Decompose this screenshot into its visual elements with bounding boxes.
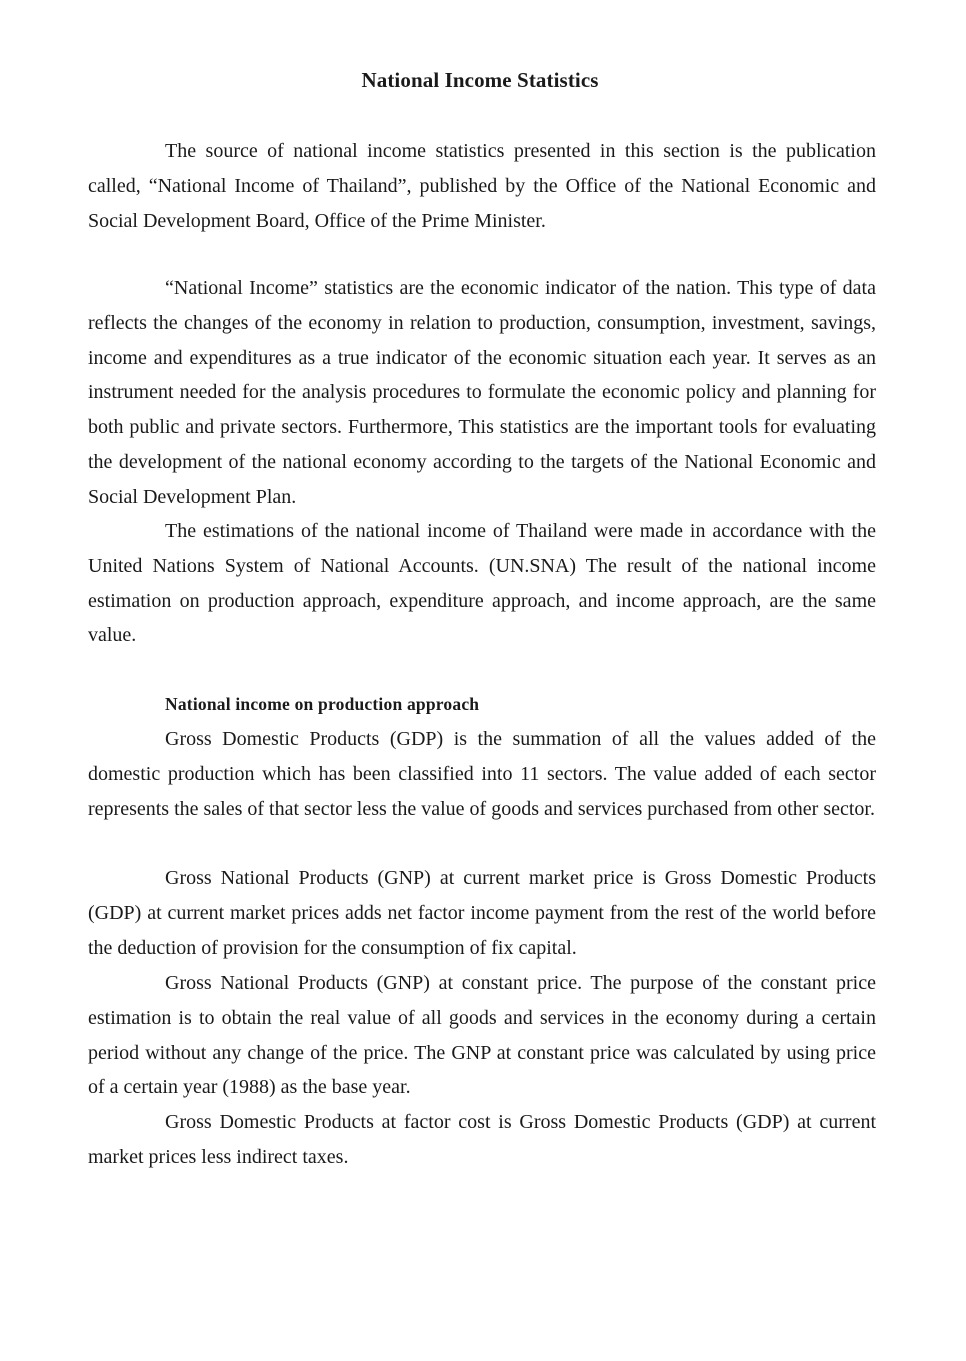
page-title: National Income Statistics (361, 68, 599, 92)
paragraph-gdp: Gross Domestic Products (GDP) is the summation of all the values added of the domestic production which has been classified into 11 sectors. The value added of each sector represents the sales of that sector less the value of goods and services purchased from other sector. (88, 728, 876, 820)
paragraph-gnp-current: Gross National Products (GNP) at current market price is Gross Domestic Products (GDP) at current market prices adds net factor income payment from the rest of the world before the deduction of provision for the consumption of fix capital. (88, 867, 876, 959)
paragraph-indicator: “National Income” statistics are the economic indicator of the nation. This type of data reflects the changes of the economy in relation to production, consumption, investment, savings, income and expenditures as a true indicator of the economic situation each year. It serves as an instrument needed for the analysis procedures to formulate the economic policy and planning for both public and private sectors. Furthermore, This statistics are the important tools for evaluating the development of the national economy according to the targets of the National Economic and Social Development Plan. (88, 277, 876, 508)
paragraph-estimations: The estimations of the national income of Thailand were made in accordance with the United Nations System of National Accounts. (UN.SNA) The result of the national income estimation on production approach, expenditure approach, and income approach, are the same value. (88, 520, 876, 647)
paragraph-source: The source of national income statistics presented in this section is the publication called, “National Income of Thailand”, published by the Office of the National Economic and Social Development Board, Office of the Prime Minister. (88, 140, 876, 232)
paragraph-gdp-factor-cost: Gross Domestic Products at factor cost is Gross Domestic Products (GDP) at current market prices less indirect taxes. (88, 1111, 876, 1168)
paragraph-gnp-constant: Gross National Products (GNP) at constant price. The purpose of the constant price estimation is to obtain the real value of all goods and services in the economy during a certain period without any change of the price. The GNP at constant price was calculated by using price of a certain year (1988) as the base year. (88, 972, 876, 1099)
section-heading: National income on production approach (165, 694, 480, 714)
